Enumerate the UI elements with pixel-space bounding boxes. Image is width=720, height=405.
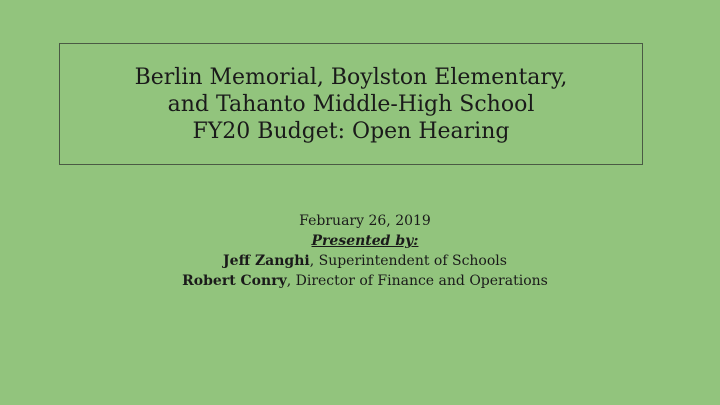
presenter-1 <box>0 251 720 271</box>
presenter-1-name: Jeff Zanghi <box>223 253 310 269</box>
presenter-2 <box>0 271 720 291</box>
presented-by-label: Presented by: <box>311 233 419 249</box>
subtitle-block <box>0 211 720 291</box>
title-line-2: and Tahanto Middle-High School <box>167 91 535 117</box>
presenter-1-role: , Superintendent of Schools <box>309 253 507 269</box>
title-line-1: Berlin Memorial, Boylston Elementary, <box>134 64 568 90</box>
title-line-3: FY20 Budget: Open Hearing <box>192 118 510 144</box>
presenter-2-name: Robert Conry <box>182 273 287 289</box>
title-box <box>59 43 643 165</box>
presentation-date: February 26, 2019 <box>299 213 431 229</box>
presenter-2-role: , Director of Finance and Operations <box>286 273 548 289</box>
